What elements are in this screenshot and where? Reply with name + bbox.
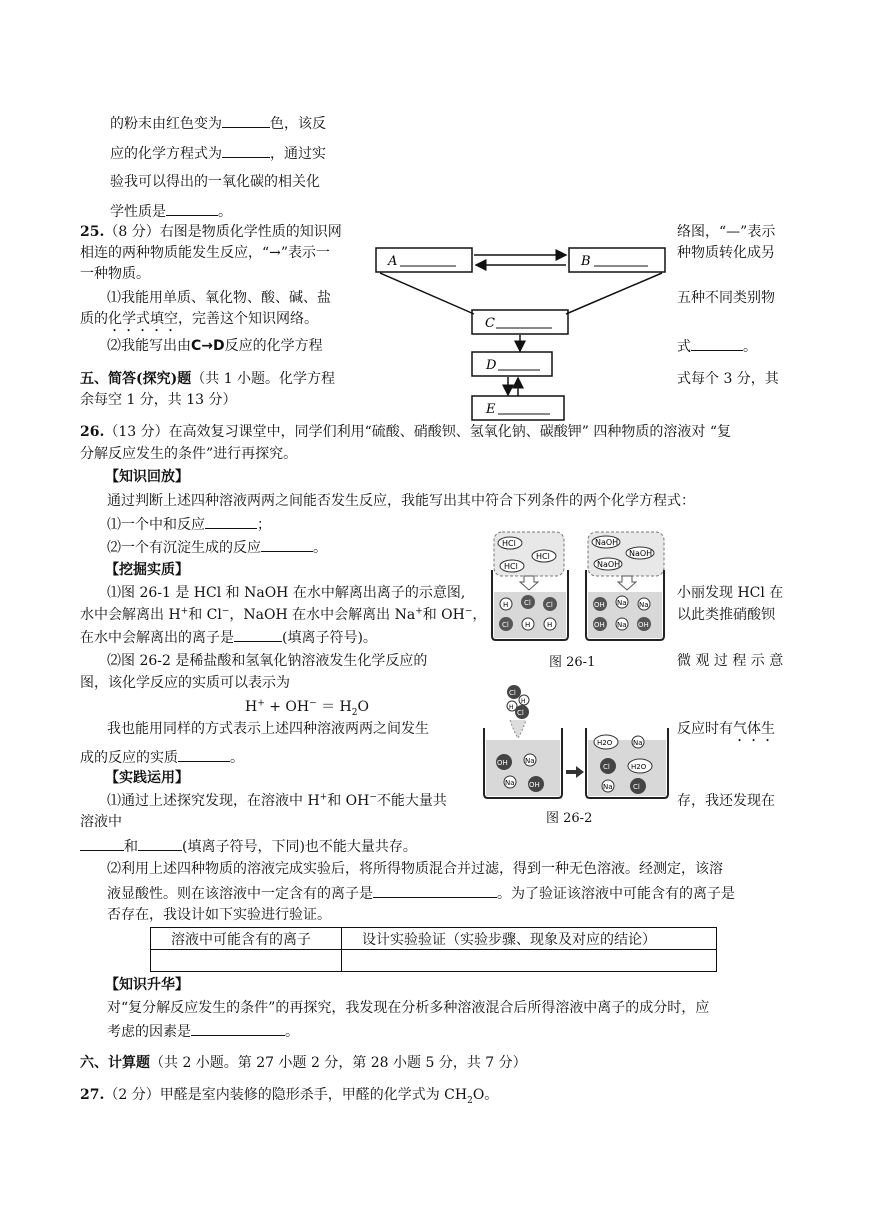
q24-text: 的粉末由红色变为 [110, 116, 222, 132]
q26-p2 [107, 514, 271, 535]
ion-h: H [547, 621, 553, 629]
ion-cl: Cl [509, 689, 516, 697]
table-cell-blank[interactable] [342, 950, 717, 972]
q26-text: 。为了验证该溶液中可能含有的离子是 [497, 886, 735, 902]
question-number: 27. [80, 1087, 105, 1103]
ion-oh: OH [497, 759, 508, 767]
q24-text: 。 [218, 204, 232, 220]
minus-sign: − [221, 606, 230, 617]
answer-blank[interactable] [178, 747, 230, 762]
ion-na: Na [603, 783, 613, 791]
section-heading: 五、简答(探究)题 [80, 371, 192, 387]
label-a: A [388, 254, 398, 269]
answer-blank[interactable] [261, 537, 313, 552]
q26-text: 。 [313, 540, 327, 556]
figure-26-1-caption: 图 26-1 [549, 655, 596, 670]
ion-h: H [525, 621, 531, 629]
q26-text: ⑴通过上述探究发现，在溶液中 H [107, 793, 320, 809]
section-note: （共 2 小题。第 27 小题 2 分，第 28 小题 5 分，共 7 分） [150, 1055, 527, 1071]
heading-practice: 【实践运用】 [105, 770, 189, 786]
ion-na: Na [525, 757, 535, 765]
ion-na: Na [639, 601, 649, 609]
section-5-right: 式每个 3 分，其 [677, 371, 779, 387]
answer-blank[interactable] [80, 836, 124, 851]
q26-p8: 图，该化学反应的实质可以表示为 [80, 675, 290, 691]
q26-p16: 否存在，我设计如下实验进行验证。 [107, 907, 331, 923]
section-note: （共 1 小题。化学方程 [191, 371, 336, 387]
answer-blank[interactable] [191, 1021, 285, 1036]
q24-line-4 [110, 201, 232, 222]
q25-line-5 [80, 309, 318, 335]
q26-p5-right: 以此类推硝酸钡 [677, 607, 775, 623]
label-c: C [485, 316, 495, 331]
answer-blank[interactable] [234, 627, 282, 642]
q25-text: 反应的化学方程 [224, 338, 323, 354]
q26-p3 [107, 537, 327, 558]
q25-line-6-right [677, 336, 757, 357]
ion-cl: Cl [633, 783, 640, 791]
q27-text: O。 [472, 1087, 499, 1103]
ion-h: H [503, 601, 509, 609]
ion-oh: OH [594, 621, 605, 629]
subscript: 2 [351, 707, 358, 718]
molecule-hcl: HCl [504, 562, 518, 571]
q26-text: 和 OH [422, 607, 465, 623]
verification-table [150, 927, 717, 972]
section-heading: 六、计算题 [80, 1055, 150, 1071]
ion-h: H [509, 704, 514, 711]
q25-text: （8 分）右图是物质化学性质的知识网 [104, 224, 342, 240]
q26-text: 反应时有 [677, 721, 733, 737]
minus-sign: − [309, 698, 317, 709]
ion-h: H [245, 699, 258, 715]
q26-text: 和 OH [327, 793, 370, 809]
q26-text: 。 [230, 750, 244, 766]
q26-text: 液显酸性。则在该溶液中一定含有的离子是 [107, 886, 373, 902]
q26-text: 考虑的因素是 [107, 1024, 191, 1040]
q26-p9: 我也能用同样的方式表示上述四种溶液两两之间发生 [107, 721, 429, 737]
ion-cl: Cl [517, 709, 524, 717]
ion-oh: OH [285, 699, 310, 715]
molecule-naoh: NaOH [629, 549, 653, 558]
q26-text: 成的反应的实质 [80, 750, 178, 766]
reaction-label: C→D [191, 338, 225, 354]
q25-line-2: 相连的两种物质能发生反应，“→”表示一 [80, 245, 331, 261]
q26-text: 。 [285, 1024, 299, 1040]
box-d [472, 352, 552, 376]
ion-cl: Cl [603, 763, 610, 771]
molecule-hcl: HCl [502, 539, 516, 548]
ion-h: H [521, 698, 526, 705]
q25-line-1-right: 络图，“—”表示 [677, 224, 776, 240]
ion-na: Na [617, 621, 627, 629]
q25-text: 式 [677, 339, 691, 355]
q26-text: （13 分）在高效复习课堂中，同学们利用“硫酸、硝酸钡、氢氧化钠、碳酸钾” 四种物质的溶液对 “复 [104, 424, 731, 440]
question-number: 25. [80, 224, 105, 240]
molecule-hcl: HCl [536, 552, 550, 561]
plus-sign: + [319, 792, 328, 803]
subscript: 2 [467, 1095, 473, 1106]
table-header-cell: 设计实验验证（实验步骤、现象及对应的结论） [342, 928, 717, 950]
q25-text: ⑵我能写出由 [107, 338, 191, 354]
label-e: E [486, 402, 496, 417]
q26-p18 [107, 1021, 299, 1042]
plus-sign: + [415, 606, 423, 617]
q26-text: 不能大量共 [376, 793, 447, 809]
ion-na: Na [505, 779, 515, 787]
q26-p11 [107, 791, 447, 811]
section-5-title [80, 369, 335, 389]
q26-text: 和 [124, 839, 138, 855]
ion-oh: OH [638, 621, 649, 629]
emphasized-text: 气体生 [733, 721, 775, 737]
table-header-cell: 溶液中可能含有的离子 [151, 928, 342, 950]
figure-26-2-caption: 图 26-2 [546, 811, 593, 826]
q26-p13 [80, 836, 417, 857]
figure-26-1 [488, 530, 670, 644]
section-6-title [80, 1053, 527, 1073]
q25-line-4: ⑴我能用单质、氧化物、酸、碱、盐 [107, 290, 331, 306]
q26-p10 [80, 747, 244, 768]
q25-text: 。 [743, 339, 757, 355]
q26-line-2: 分解反应发生的条件”进行再探究。 [80, 446, 298, 462]
q25-line-6 [107, 336, 323, 356]
emphasized-text: 化学式填空 [108, 311, 178, 327]
q25-line-1 [80, 222, 342, 242]
q26-p14: ⑵利用上述四种物质的溶液完成实验后，将所得物质混合并过滤，得到一种无色溶液。经测定，该溶 [107, 861, 723, 877]
q25-line-3: 一种物质。 [80, 266, 150, 282]
label-d: D [486, 358, 497, 373]
answer-blank[interactable] [138, 836, 182, 851]
q26-p12: 溶液中 [80, 814, 122, 830]
molecule-naoh: NaOH [595, 538, 619, 547]
answer-blank[interactable] [205, 514, 257, 529]
ion-cl: Cl [524, 599, 531, 607]
q25-text: 质的 [80, 311, 108, 327]
q25-line-2-right: 种物质转化成另 [677, 245, 775, 261]
q24-line-1 [110, 113, 326, 134]
table-row [151, 928, 717, 950]
table-row [151, 950, 717, 972]
q26-p6 [80, 627, 377, 648]
question-number: 26. [80, 424, 105, 440]
ion-oh: OH [594, 601, 605, 609]
q26-p7: ⑵图 26-2 是稀盐酸和氢氧化钠溶液发生化学反应的 [107, 653, 428, 669]
q24-text: ，通过实 [270, 146, 326, 162]
answer-blank[interactable] [373, 883, 497, 898]
q25-line-4-right: 五种不同类别物 [677, 290, 775, 306]
q27-text: （2 分）甲醛是室内装修的隐形杀手，甲醛的化学式为 CH [104, 1087, 468, 1103]
label-b: B [581, 254, 591, 269]
q26-text: 在水中会解离出的离子是 [80, 630, 234, 646]
table-cell-blank[interactable] [151, 950, 342, 972]
ion-na: Na [633, 739, 643, 747]
q26-text: 水中会解离出 H [80, 607, 181, 623]
q26-p1: 通过判断上述四种溶液两两之间能否发生反应，我能写出其中符合下列条件的两个化学方程式： [107, 493, 695, 509]
plus-sign: + [257, 698, 265, 709]
q27-line [80, 1085, 498, 1105]
molecule-h2o: H2O [597, 739, 613, 747]
q26-p9-right [677, 719, 775, 745]
q26-p7-right: 微 观 过 程 示 意 [677, 653, 784, 669]
plus-sign: + [180, 606, 189, 617]
ion-na: Na [617, 599, 627, 607]
q26-line-1 [80, 422, 731, 442]
q25-text: ，完善这个知识网络。 [178, 311, 318, 327]
minus-sign: − [464, 606, 473, 617]
q24-text: 学性质是 [110, 204, 166, 220]
molecule-h2o: H2O [631, 763, 647, 771]
ionic-equation: $H^+ + OH^- = H_2O$ [245, 698, 369, 718]
ion-oh: OH [529, 781, 540, 789]
q26-text: ⑴一个中和反应 [107, 517, 205, 533]
q26-p5 [80, 605, 486, 625]
q26-text: ⑵一个有沉淀生成的反应 [107, 540, 261, 556]
answer-blank[interactable] [222, 113, 270, 128]
ion-cl: Cl [502, 621, 509, 629]
q26-p15 [107, 883, 735, 904]
q26-text: ， [472, 607, 487, 623]
q26-p11-right: 存，我还发现在 [677, 793, 775, 809]
q26-text: ，NaOH 在水中会解离出 Na [229, 607, 416, 623]
heading-knowledge-review: 【知识回放】 [105, 469, 189, 485]
q26-p4: ⑴图 26-1 是 HCl 和 NaOH 在水中解离出离子的示意图, [107, 585, 466, 601]
minus-sign: − [369, 792, 377, 803]
q24-text: 色，该反 [270, 116, 326, 132]
q26-text: ； [257, 517, 271, 533]
figure-26-2 [478, 680, 674, 802]
ion-cl: Cl [546, 601, 553, 609]
heading-dig-essence: 【挖掘实质】 [105, 562, 189, 578]
knowledge-network-diagram [368, 238, 678, 424]
q24-line-3: 验我可以得出的一氧化碳的相关化 [110, 174, 320, 190]
q26-text: 和 Cl [188, 607, 222, 623]
heading-sublimation: 【知识升华】 [105, 977, 189, 993]
answer-blank[interactable] [691, 336, 743, 351]
answer-blank[interactable] [166, 201, 218, 216]
q26-p4-right: 小丽发现 HCl 在 [677, 585, 784, 601]
answer-blank[interactable] [222, 143, 270, 158]
molecule-naoh: NaOH [597, 560, 621, 569]
q24-line-2 [110, 143, 326, 164]
q24-text: 应的化学方程式为 [110, 146, 222, 162]
q26-text: (填离子符号)。 [282, 630, 377, 646]
section-5-line-2: 余每空 1 分，共 13 分） [80, 392, 237, 408]
q26-text: (填离子符号，下同)也不能大量共存。 [182, 839, 417, 855]
q26-p17: 对“复分解反应发生的条件”的再探究，我发现在分析多种溶液混合后所得溶液中离子的成分时，应 [107, 1000, 710, 1016]
